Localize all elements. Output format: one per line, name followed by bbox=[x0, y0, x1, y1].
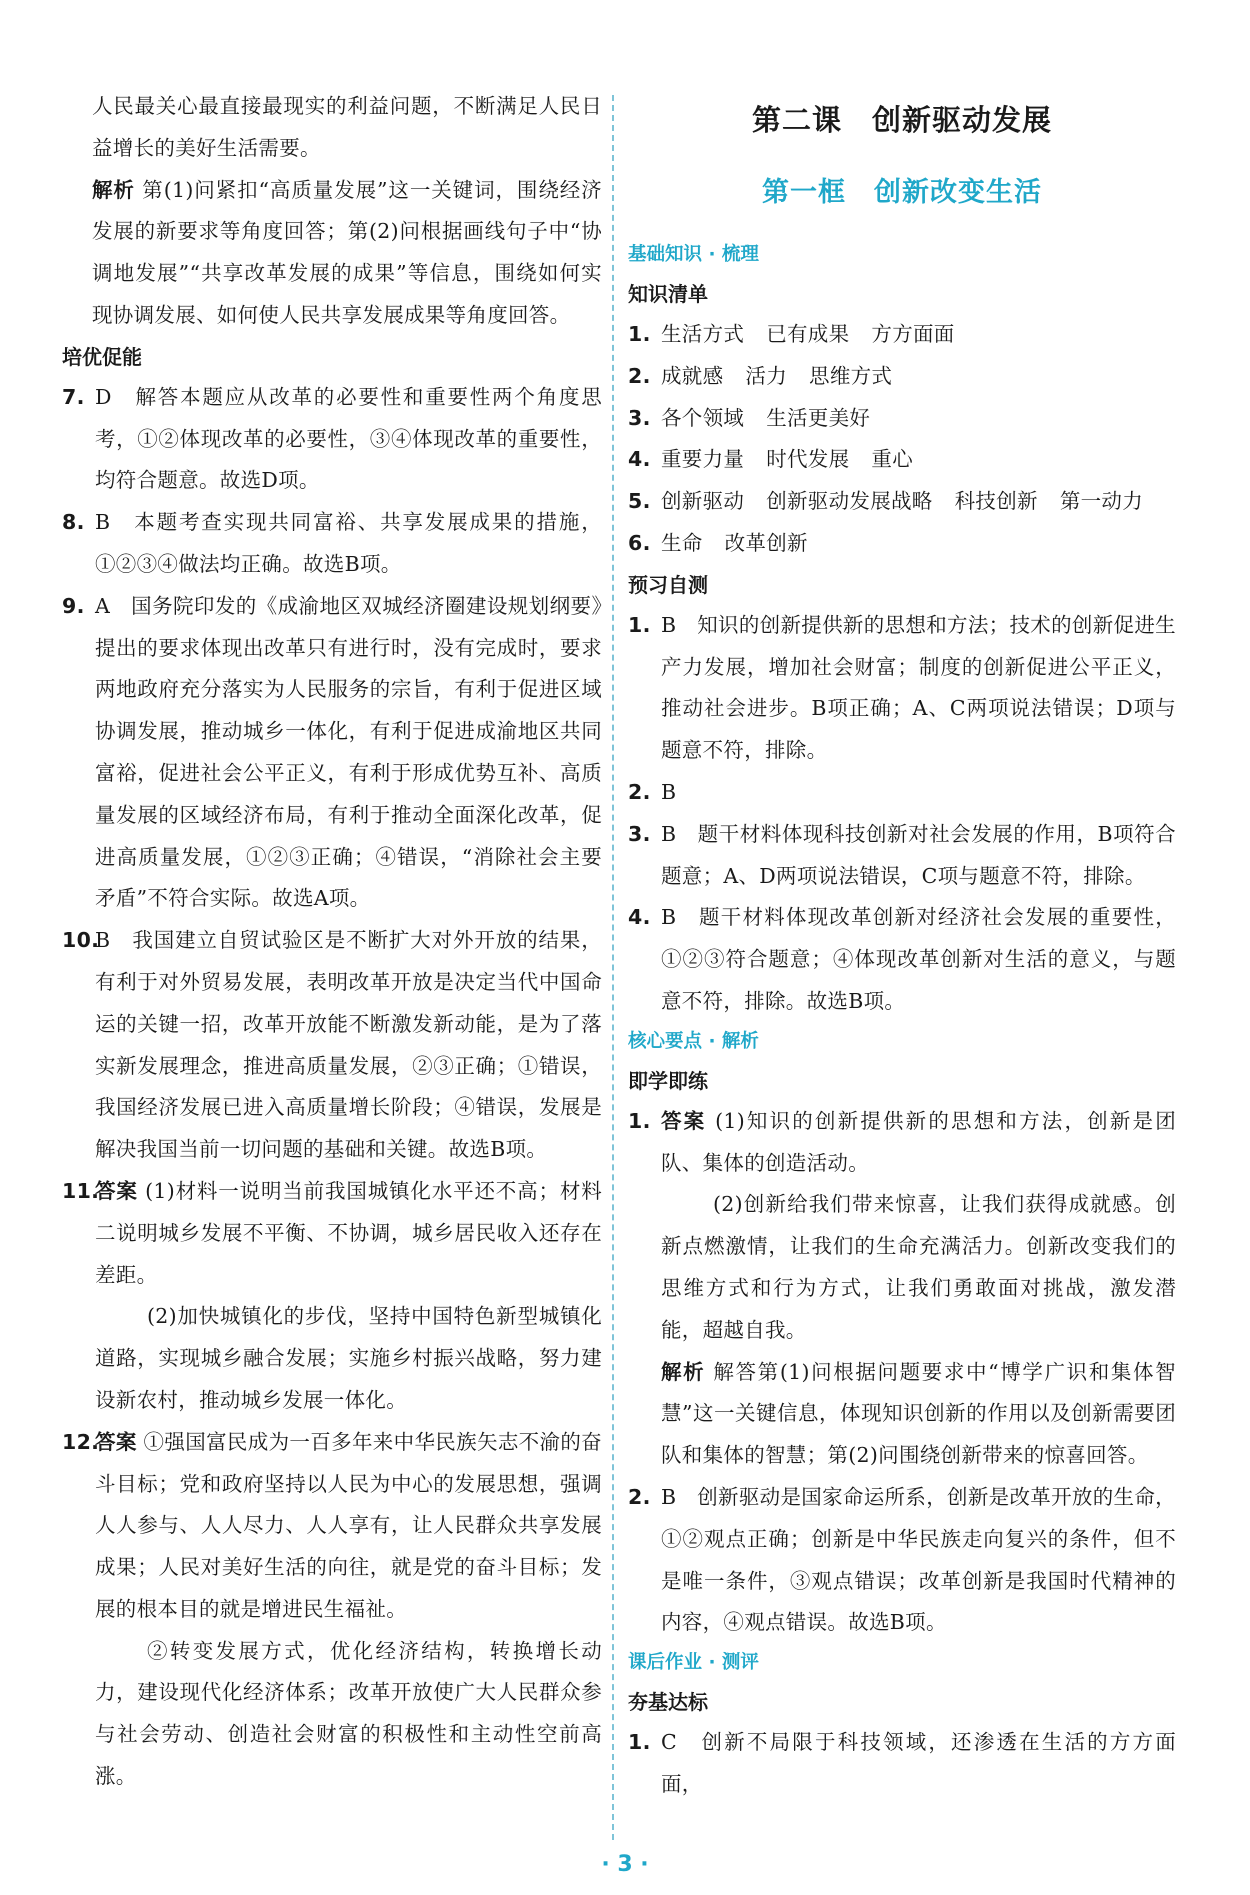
right-column bbox=[628, 86, 1176, 1806]
question-12: 12. 答案 ①强国富民成为一百多年来中华民族矢志不渝的奋斗目标；党和政府坚持以人民为中心的发展思想，强调人人参与、人人尽力、人人享有，让人民群众共享发展成果；人民对美好生活的向往，就是党的奋斗目标；发展的根本目的就是增进民生福祉。 bbox=[62, 1429, 602, 1621]
subheading-preview-test: 预习自测 bbox=[628, 572, 708, 597]
subheading-practice: 即学即练 bbox=[628, 1068, 708, 1093]
question-10: 10. B 我国建立自贸试验区是不断扩大对外开放的结果，有利于对外贸易发展，表明改革开放是决定当代中国命运的关键一招，改革开放能不断激发新动能，是为了落实新发展理念，推进高质量发展，②③正确；①错误，我国经济发展已进入高质量增长阶段；④错误，发展是解决我国当前一切问题的基础和关键。故选B项。 bbox=[62, 928, 602, 1162]
knowledge-list-item: 4. 重要力量 时代发展 重心 bbox=[628, 439, 1176, 481]
keyword: 改革创新 bbox=[724, 530, 808, 555]
keyword: 活力 bbox=[745, 363, 788, 388]
page-number: · 3 · bbox=[601, 1852, 649, 1877]
keyword: 重心 bbox=[871, 447, 914, 472]
section-basic-knowledge: 基础知识 · 梳理 bbox=[628, 244, 759, 265]
question-12-part-2: ②转变发展方式，优化经济结构，转换增长动力，建设现代化经济体系；改革开放使广大人民群众参与社会劳动、创造社会财富的积极性和主动性空前高涨。 bbox=[95, 1638, 602, 1789]
practice-1-part-2: (2)创新给我们带来惊喜，让我们获得成就感。创新点燃激情，让我们的生命充满活力。创新改变我们的思维方式和行为方式，让我们勇敢面对挑战，激发潜能，超越自我。 bbox=[661, 1192, 1176, 1342]
continued-answer: 人民最关心最直接最现实的利益问题，不断满足人民日益增长的美好生活需要。 bbox=[92, 94, 602, 160]
section-heading-peiyou: 培优促能 bbox=[62, 344, 142, 369]
preview-2: 2. B bbox=[628, 779, 677, 804]
knowledge-list-item: 6. 生命 改革创新 bbox=[628, 523, 1176, 565]
preview-3: 3. B 题干材料体现科技创新对社会发展的作用，B项符合题意；A、D两项说法错误，C项与题意不符，排除。 bbox=[628, 821, 1176, 888]
knowledge-list bbox=[628, 314, 1176, 565]
keyword: 第一动力 bbox=[1059, 489, 1144, 514]
question-9: 9. A 国务院印发的《成渝地区双城经济圈建设规划纲要》提出的要求体现出改革只有进行时，没有完成时，要求两地政府充分落实为人民服务的宗旨，有利于促进区域协调发展，推动城乡一体化，有利于促进成渝地区共同富裕，促进社会公平正义，有利于形成优势互补、高质量发展的区域经济布局，有利于推动全面深化改革，促进高质量发展，①②③正确；④错误，“消除社会主要矛盾”不符合实际。故选A项。 bbox=[62, 593, 602, 911]
analysis-label: 解析 bbox=[92, 177, 135, 202]
continued-analysis: 解析 第(1)问紧扣“高质量发展”这一关键词，围绕经济发展的新要求等角度回答；第(2)问根据画线句子中“协调地发展”“共享改革发展的成果”等信息，围绕如何实现协调发展、如何使人民共享发展成果等角度回答。 bbox=[92, 177, 602, 327]
knowledge-list-item: 5. 创新驱动 创新驱动发展战略 科技创新 第一动力 bbox=[628, 481, 1176, 523]
section-core-points: 核心要点 · 解析 bbox=[628, 1030, 759, 1052]
keyword: 创新驱动发展战略 bbox=[766, 489, 933, 514]
keyword: 成就感 bbox=[661, 363, 724, 388]
analysis-label: 解析 bbox=[661, 1359, 706, 1384]
knowledge-list-item: 2. 成就感 活力 思维方式 bbox=[628, 356, 1176, 398]
subheading-knowledge-list: 知识清单 bbox=[628, 282, 708, 306]
question-11: 11. 答案 (1)材料一说明当前我国城镇化水平还不高；材料二说明城乡发展不平衡、不协调，城乡居民收入还存在差距。 bbox=[62, 1178, 602, 1287]
practice-1: 1. 答案 (1)知识的创新提供新的思想和方法，创新是团队、集体的创造活动。 bbox=[628, 1108, 1176, 1175]
keyword: 各个领域 bbox=[661, 405, 745, 430]
question-8: 8. B 本题考查实现共同富裕、共享发展成果的措施，①②③④做法均正确。故选B项。 bbox=[62, 510, 602, 576]
practice-1-analysis: 解析 解答第(1)问根据问题要求中“博学广识和集体智慧”这一关键信息，体现知识创新的作用以及创新需要团队和集体的智慧；第(2)问围绕创新带来的惊喜回答。 bbox=[661, 1359, 1176, 1468]
preview-4: 4. B 题干材料体现改革创新对经济社会发展的重要性，①②③符合题意；④体现改革创新对生活的意义，与题意不符，排除。故选B项。 bbox=[628, 905, 1176, 1013]
keyword: 生活方式 bbox=[661, 322, 745, 346]
keyword: 生命 bbox=[661, 530, 703, 555]
question-11-part-2: (2)加快城镇化的步伐，坚持中国特色新型城镇化道路，实现城乡融合发展；实施乡村振兴战略，努力建设新农村，推动城乡发展一体化。 bbox=[95, 1304, 602, 1412]
lesson-title: 第二课 创新驱动发展 bbox=[751, 103, 1052, 137]
subheading-foundation: 夯基达标 bbox=[628, 1690, 708, 1715]
keyword: 方方面面 bbox=[871, 322, 955, 346]
answer-label: 答案 bbox=[95, 1178, 138, 1203]
keyword: 时代发展 bbox=[766, 447, 850, 472]
left-column bbox=[62, 86, 602, 1798]
knowledge-list-item: 3. 各个领域 生活更美好 bbox=[628, 398, 1176, 440]
answer-label: 答案 bbox=[661, 1108, 707, 1133]
keyword: 创新驱动 bbox=[661, 489, 745, 514]
keyword: 重要力量 bbox=[661, 447, 745, 472]
homework-1: 1. C 创新不局限于科技领域，还渗透在生活的方方面面， bbox=[628, 1730, 1176, 1796]
keyword: 思维方式 bbox=[809, 363, 893, 388]
preview-1: 1. B 知识的创新提供新的思想和方法；技术的创新促进生产力发展，增加社会财富；制度的创新促进公平正义，推动社会进步。B项正确；A、C两项说法错误；D项与题意不符，排除。 bbox=[628, 612, 1176, 763]
keyword: 生活更美好 bbox=[766, 405, 871, 430]
keyword: 已有成果 bbox=[766, 322, 850, 346]
knowledge-list-item: 1. 生活方式 已有成果 方方面面 bbox=[628, 314, 1176, 356]
practice-2: 2. B 创新驱动是国家命运所系，创新是改革开放的生命，①②观点正确；创新是中华民族走向复兴的条件，但不是唯一条件，③观点错误；改革创新是我国时代精神的内容，④观点错误。故选B项。 bbox=[628, 1484, 1176, 1635]
column-divider bbox=[612, 95, 614, 1840]
frame-title: 第一框 创新改变生活 bbox=[762, 177, 1042, 208]
answer-label: 答案 bbox=[95, 1429, 137, 1454]
section-homework: 课后作业 · 测评 bbox=[628, 1652, 759, 1674]
question-7: 7. D 解答本题应从改革的必要性和重要性两个角度思考，①②体现改革的必要性，③④体现改革的重要性，均符合题意。故选D项。 bbox=[62, 384, 602, 493]
keyword: 科技创新 bbox=[954, 489, 1038, 514]
